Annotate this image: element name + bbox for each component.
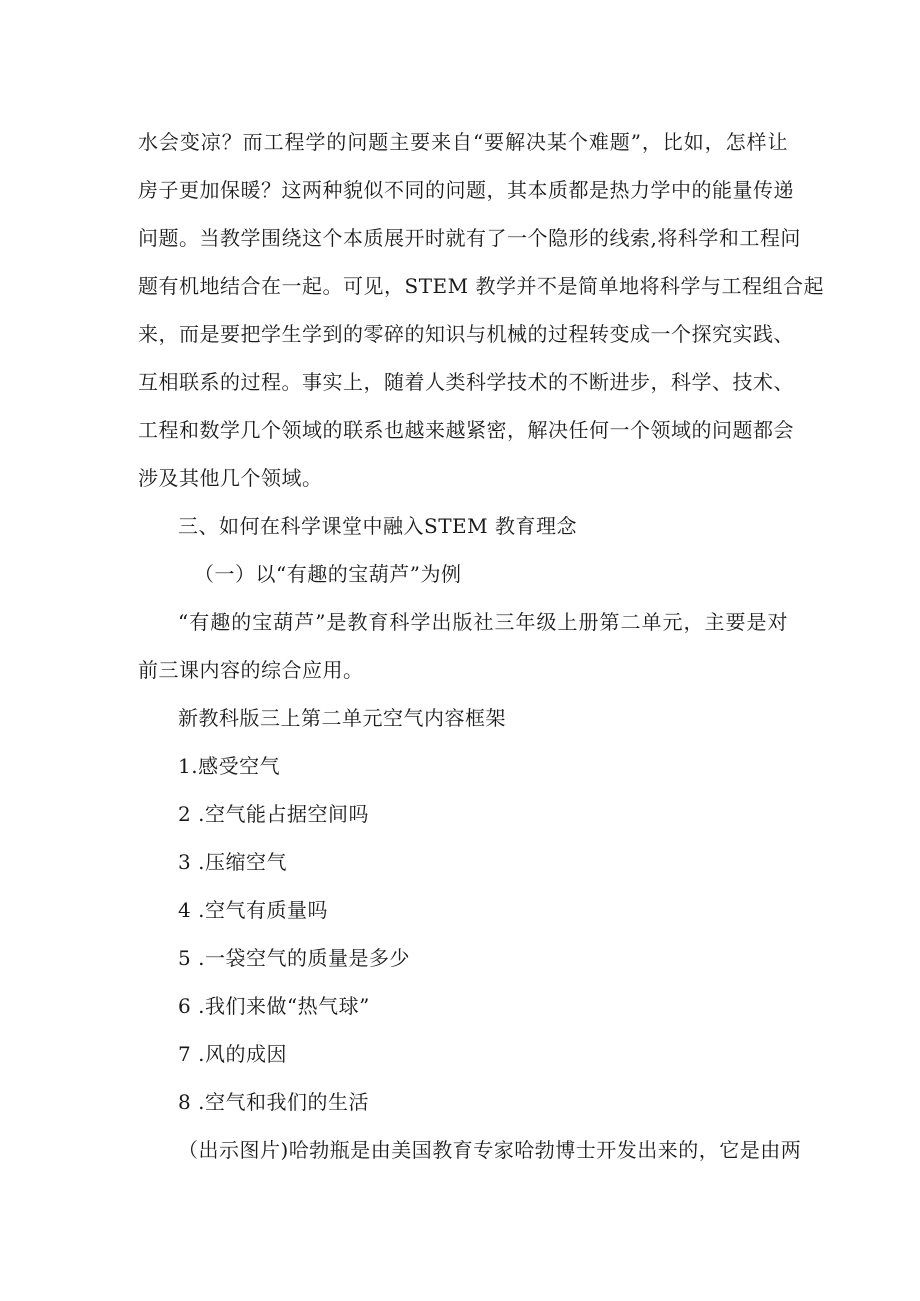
paragraph-line: 问题。当教学围绕这个本质展开时就有了一个隐形的线索,将科学和工程问: [138, 226, 801, 250]
paragraph-line: 工程和数学几个领域的联系也越来越紧密，解决任何一个领域的问题都会: [138, 418, 794, 442]
subsection-heading: （一）以“有趣的宝葫芦”为例: [194, 562, 462, 586]
paragraph-line: 房子更加保暖？这两种貌似不同的问题，其本质都是热力学中的能量传递: [138, 178, 794, 202]
list-item: 2 .空气能占据空间吗: [178, 802, 369, 826]
paragraph-line: “有趣的宝葫芦”是教育科学出版社三年级上册第二单元，主要是对: [178, 610, 788, 634]
paragraph-line: 来，而是要把学生学到的零碎的知识与机械的过程转变成一个探究实践、: [138, 322, 794, 346]
section-heading: 三、如何在科学课堂中融入STEM 教育理念: [178, 514, 577, 538]
framework-title: 新教科版三上第二单元空气内容框架: [178, 706, 506, 730]
paragraph-line: 涉及其他几个领域。: [138, 466, 323, 490]
list-item: 6 .我们来做“热气球”: [178, 994, 370, 1018]
paragraph-line: 水会变凉？而工程学的问题主要来自“要解决某个难题”，比如，怎样让: [138, 130, 788, 154]
list-item: 4 .空气有质量吗: [178, 898, 328, 922]
list-item: 8 .空气和我们的生活: [178, 1090, 369, 1114]
paragraph-line: 前三课内容的综合应用。: [138, 658, 364, 682]
paragraph-line: （出示图片)哈勃瓶是由美国教育专家哈勃博士开发出来的，它是由两: [178, 1138, 802, 1162]
paragraph-line: 题有机地结合在一起。可见，STEM 教学并不是简单地将科学与工程组合起: [138, 274, 824, 298]
list-item: 1.感受空气: [178, 754, 281, 778]
paragraph-line: 互相联系的过程。事实上，随着人类科学技术的不断进步，科学、技术、: [138, 370, 794, 394]
list-item: 3 .压缩空气: [178, 850, 287, 874]
list-item: 5 .一袋空气的质量是多少: [178, 946, 410, 970]
list-item: 7 .风的成因: [178, 1042, 287, 1066]
